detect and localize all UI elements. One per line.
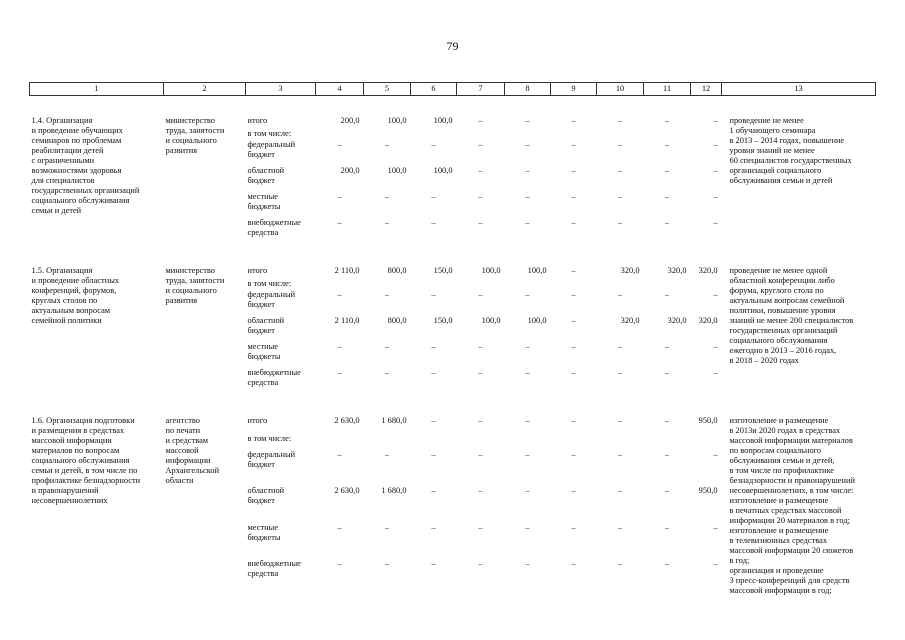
value-cell bbox=[691, 279, 722, 290]
value-cell: – bbox=[478, 486, 483, 496]
value-cell: – bbox=[571, 192, 576, 201]
value-cell: 100,0 bbox=[527, 316, 547, 325]
value-cell: – bbox=[525, 368, 530, 377]
value-cell: – bbox=[478, 559, 483, 569]
value-cell: 100,0 bbox=[481, 266, 501, 275]
value-cell bbox=[551, 434, 597, 449]
column-header-5: 5 bbox=[364, 83, 411, 96]
funding-source-label: местные бюджеты bbox=[247, 522, 281, 542]
value-cell: – bbox=[617, 522, 623, 532]
value-cell: 320,0 bbox=[620, 266, 640, 275]
value-cell: – bbox=[384, 218, 390, 227]
value-cell: – bbox=[337, 140, 342, 149]
value-cell: – bbox=[478, 290, 483, 299]
value-cell: – bbox=[571, 342, 576, 351]
funding-source-label: итого bbox=[247, 416, 268, 425]
column-number-header bbox=[30, 83, 876, 96]
value-cell: – bbox=[525, 140, 530, 149]
value-cell bbox=[644, 129, 691, 140]
value-cell: – bbox=[337, 192, 342, 201]
table-body bbox=[30, 96, 876, 597]
funding-source-label: внебюджетные средства bbox=[247, 368, 301, 387]
value-cell: 320,0 bbox=[698, 266, 718, 275]
value-cell bbox=[316, 434, 364, 449]
value-cell: 320,0 bbox=[620, 316, 640, 325]
value-cell: – bbox=[617, 486, 623, 496]
value-cell: – bbox=[337, 218, 342, 227]
value-cell: – bbox=[525, 192, 530, 201]
value-cell: – bbox=[713, 290, 718, 299]
page-number: 79 bbox=[446, 39, 459, 53]
value-cell bbox=[457, 129, 505, 140]
value-cell: – bbox=[431, 416, 436, 425]
value-cell: 200,0 bbox=[340, 116, 360, 125]
value-cell: – bbox=[478, 166, 483, 175]
value-cell: – bbox=[525, 290, 530, 299]
value-cell: – bbox=[525, 116, 530, 125]
value-cell: – bbox=[525, 218, 530, 227]
funding-source-label: в том числе: bbox=[247, 129, 292, 138]
value-cell: – bbox=[617, 368, 623, 377]
value-cell bbox=[551, 129, 597, 140]
value-cell: – bbox=[337, 522, 342, 532]
value-cell: – bbox=[664, 449, 670, 459]
value-cell: – bbox=[713, 140, 718, 149]
value-cell: – bbox=[664, 559, 670, 569]
expected-result: проведение не менее одной областной конференции либо форума, круглого стола по актуальным вопросам семейной политики, повышение уровня знаний не менее 200 специалистов государственных организаций социального обслуживания ежегодно в 2013 – 2016 годах, в 2018 – 2020 годах bbox=[729, 266, 854, 365]
value-cell: – bbox=[478, 140, 483, 149]
funding-source-label: в том числе: bbox=[247, 279, 292, 288]
value-cell: – bbox=[617, 290, 623, 299]
block-spacer bbox=[30, 96, 876, 117]
value-cell: – bbox=[478, 449, 483, 459]
value-cell: – bbox=[431, 449, 436, 459]
value-cell: – bbox=[713, 522, 718, 532]
value-cell: – bbox=[525, 416, 530, 425]
value-cell: – bbox=[337, 449, 342, 459]
value-cell: – bbox=[571, 266, 576, 275]
program-table bbox=[29, 82, 876, 596]
value-cell: – bbox=[478, 368, 483, 377]
activity-name: 1.6. Организация подготовки и размещения в средствах массовой информации материалов по вопросам социального обслуживания семьи и детей, в том числе по профилактике безнадзорности и правонарушений несовершеннолетних bbox=[31, 416, 141, 505]
value-cell: – bbox=[664, 290, 670, 299]
value-cell: – bbox=[525, 342, 530, 351]
column-header-6: 6 bbox=[411, 83, 457, 96]
value-cell: – bbox=[337, 342, 342, 351]
value-cell: – bbox=[571, 368, 576, 377]
value-cell: – bbox=[384, 290, 390, 299]
value-cell: – bbox=[384, 368, 390, 377]
value-cell bbox=[316, 129, 364, 140]
funding-source-label: итого bbox=[247, 116, 268, 125]
table-row bbox=[30, 266, 876, 279]
value-cell: – bbox=[571, 290, 576, 299]
value-cell: 950,0 bbox=[698, 416, 718, 425]
value-cell: – bbox=[664, 522, 670, 532]
column-header-7: 7 bbox=[457, 83, 505, 96]
value-cell: – bbox=[571, 449, 576, 459]
funding-source-label: федеральный бюджет bbox=[247, 140, 296, 159]
value-cell: – bbox=[571, 559, 576, 569]
value-cell: – bbox=[617, 192, 623, 201]
value-cell: – bbox=[384, 522, 390, 532]
value-cell: – bbox=[571, 416, 576, 425]
value-cell: – bbox=[713, 342, 718, 351]
value-cell: – bbox=[617, 218, 623, 227]
value-cell: – bbox=[478, 192, 483, 201]
value-cell: – bbox=[478, 522, 483, 532]
value-cell bbox=[316, 279, 364, 290]
value-cell: – bbox=[664, 486, 670, 496]
value-cell: 100,0 bbox=[527, 266, 547, 275]
value-cell bbox=[597, 279, 644, 290]
value-cell bbox=[505, 129, 551, 140]
value-cell: 1 680,0 bbox=[381, 486, 407, 496]
value-cell: 150,0 bbox=[433, 266, 453, 275]
column-header-3: 3 bbox=[246, 83, 316, 96]
funding-source-label: федеральный бюджет bbox=[247, 449, 296, 469]
value-cell: 150,0 bbox=[433, 316, 453, 325]
value-cell: – bbox=[478, 116, 483, 125]
value-cell: – bbox=[431, 342, 436, 351]
value-cell: – bbox=[478, 342, 483, 351]
value-cell: – bbox=[571, 218, 576, 227]
value-cell bbox=[505, 279, 551, 290]
value-cell: – bbox=[431, 486, 436, 496]
value-cell: – bbox=[384, 449, 390, 459]
value-cell bbox=[364, 434, 411, 449]
funding-source-label: внебюджетные средства bbox=[247, 218, 301, 237]
column-header-12: 12 bbox=[691, 83, 722, 96]
value-cell: – bbox=[713, 368, 718, 377]
column-header-10: 10 bbox=[597, 83, 644, 96]
funding-source-label: федеральный бюджет bbox=[247, 290, 296, 309]
expected-result: проведение не менее 1 обучающего семинара в 2013 – 2014 годах, повышение уровня знаний не менее 60 специалистов государственных организаций социального обслуживания семьи и детей bbox=[729, 116, 852, 185]
value-cell bbox=[457, 279, 505, 290]
value-cell bbox=[644, 279, 691, 290]
activity-name: 1.5. Организация и проведение областных конференций, форумов, круглых столов по актуальным вопросам семейной политики bbox=[31, 266, 120, 325]
funding-source-label: местные бюджеты bbox=[247, 342, 281, 361]
funding-source-label: областной бюджет bbox=[247, 166, 285, 185]
column-header-8: 8 bbox=[505, 83, 551, 96]
value-cell: 320,0 bbox=[667, 316, 687, 325]
value-cell bbox=[411, 434, 457, 449]
value-cell: – bbox=[525, 522, 530, 532]
value-cell: 800,0 bbox=[387, 266, 407, 275]
executor-name: министерство труда, занятости и социального развития bbox=[165, 116, 225, 155]
value-cell: – bbox=[664, 342, 670, 351]
column-header-4: 4 bbox=[316, 83, 364, 96]
value-cell: 100,0 bbox=[433, 116, 453, 125]
value-cell: – bbox=[337, 559, 342, 569]
value-cell: – bbox=[384, 342, 390, 351]
value-cell: 2 110,0 bbox=[334, 266, 360, 275]
value-cell: 950,0 bbox=[698, 486, 718, 496]
column-header-9: 9 bbox=[551, 83, 597, 96]
value-cell: – bbox=[337, 290, 342, 299]
value-cell: – bbox=[713, 116, 718, 125]
value-cell: – bbox=[478, 218, 483, 227]
value-cell: 100,0 bbox=[433, 166, 453, 175]
funding-source-label: областной бюджет bbox=[247, 486, 285, 506]
value-cell: – bbox=[713, 449, 718, 459]
value-cell bbox=[364, 279, 411, 290]
value-cell: – bbox=[713, 218, 718, 227]
table-row bbox=[30, 116, 876, 129]
value-cell: – bbox=[664, 116, 670, 125]
value-cell: – bbox=[713, 192, 718, 201]
value-cell: – bbox=[571, 486, 576, 496]
value-cell: – bbox=[617, 416, 623, 425]
funding-source-label: местные бюджеты bbox=[247, 192, 281, 211]
value-cell: 2 110,0 bbox=[334, 316, 360, 325]
value-cell: – bbox=[431, 192, 436, 201]
value-cell: – bbox=[713, 166, 718, 175]
activity-name: 1.4. Организация и проведение обучающих семинаров по проблемам реабилитации детей с ограниченными возможностями здоровья для специалистов государственных организаций социального обслуживания семьи и детей bbox=[31, 116, 140, 215]
value-cell: – bbox=[431, 522, 436, 532]
value-cell: – bbox=[617, 559, 623, 569]
block-spacer bbox=[30, 244, 876, 266]
column-header-11: 11 bbox=[644, 83, 691, 96]
value-cell: 2 630,0 bbox=[334, 416, 360, 425]
value-cell: 200,0 bbox=[340, 166, 360, 175]
value-cell: – bbox=[384, 140, 390, 149]
column-header-1: 1 bbox=[30, 83, 164, 96]
expected-result: изготовление и размещение в 2013и 2020 годах в средствах массовой информации материалов по вопросам социального обслуживания семьи и детей, в том числе по профилактике безнадзорности и правонарушений несовершеннолетних, в том числе: изготовление и размещение в печатных средствах массовой информации 20 материалов в год; изготовление и размещение в телевизионных средствах массовой информации 20 сюжетов в год; организация и проведение 3 пресс-конференций для средств массовой информации в год; bbox=[729, 416, 855, 595]
funding-source-label: итого bbox=[247, 266, 268, 275]
value-cell: – bbox=[571, 316, 576, 325]
value-cell: – bbox=[337, 368, 342, 377]
value-cell: 100,0 bbox=[387, 116, 407, 125]
value-cell: – bbox=[664, 218, 670, 227]
executor-name: агентство по печати и средствам массовой информации Архангельской области bbox=[165, 416, 220, 485]
column-header-2: 2 bbox=[164, 83, 246, 96]
value-cell: – bbox=[525, 449, 530, 459]
value-cell: – bbox=[713, 559, 718, 569]
value-cell: – bbox=[664, 368, 670, 377]
value-cell bbox=[644, 434, 691, 449]
value-cell: – bbox=[617, 449, 623, 459]
block-spacer bbox=[30, 394, 876, 416]
value-cell bbox=[457, 434, 505, 449]
value-cell: – bbox=[617, 166, 623, 175]
value-cell: – bbox=[571, 166, 576, 175]
value-cell: 320,0 bbox=[698, 316, 718, 325]
value-cell: 2 630,0 bbox=[334, 486, 360, 496]
value-cell: – bbox=[525, 559, 530, 569]
value-cell: – bbox=[431, 290, 436, 299]
value-cell bbox=[505, 434, 551, 449]
value-cell: 100,0 bbox=[387, 166, 407, 175]
value-cell: 800,0 bbox=[387, 316, 407, 325]
funding-source-label: областной бюджет bbox=[247, 316, 285, 335]
table-row bbox=[30, 416, 876, 434]
value-cell: – bbox=[664, 140, 670, 149]
funding-source-label: внебюджетные средства bbox=[247, 559, 301, 579]
value-cell bbox=[411, 129, 457, 140]
value-cell bbox=[691, 129, 722, 140]
value-cell: – bbox=[571, 116, 576, 125]
value-cell: 1 680,0 bbox=[381, 416, 407, 425]
value-cell: – bbox=[384, 559, 390, 569]
value-cell: – bbox=[431, 218, 436, 227]
value-cell bbox=[597, 129, 644, 140]
value-cell: – bbox=[664, 192, 670, 201]
value-cell bbox=[597, 434, 644, 449]
value-cell: – bbox=[478, 416, 483, 425]
value-cell: – bbox=[431, 559, 436, 569]
value-cell: – bbox=[617, 116, 623, 125]
value-cell: – bbox=[431, 140, 436, 149]
value-cell: – bbox=[664, 416, 670, 425]
value-cell: – bbox=[571, 522, 576, 532]
value-cell: 320,0 bbox=[667, 266, 687, 275]
funding-source-label: в том числе: bbox=[247, 434, 292, 444]
value-cell bbox=[551, 279, 597, 290]
column-header-13: 13 bbox=[722, 83, 876, 96]
executor-name: министерство труда, занятости и социального развития bbox=[165, 266, 225, 305]
value-cell: 100,0 bbox=[481, 316, 501, 325]
value-cell: – bbox=[617, 342, 623, 351]
value-cell bbox=[364, 129, 411, 140]
value-cell bbox=[411, 279, 457, 290]
value-cell: – bbox=[431, 368, 436, 377]
value-cell bbox=[691, 434, 722, 449]
value-cell: – bbox=[525, 166, 530, 175]
value-cell: – bbox=[525, 486, 530, 496]
value-cell: – bbox=[571, 140, 576, 149]
value-cell: – bbox=[664, 166, 670, 175]
value-cell: – bbox=[617, 140, 623, 149]
value-cell: – bbox=[384, 192, 390, 201]
